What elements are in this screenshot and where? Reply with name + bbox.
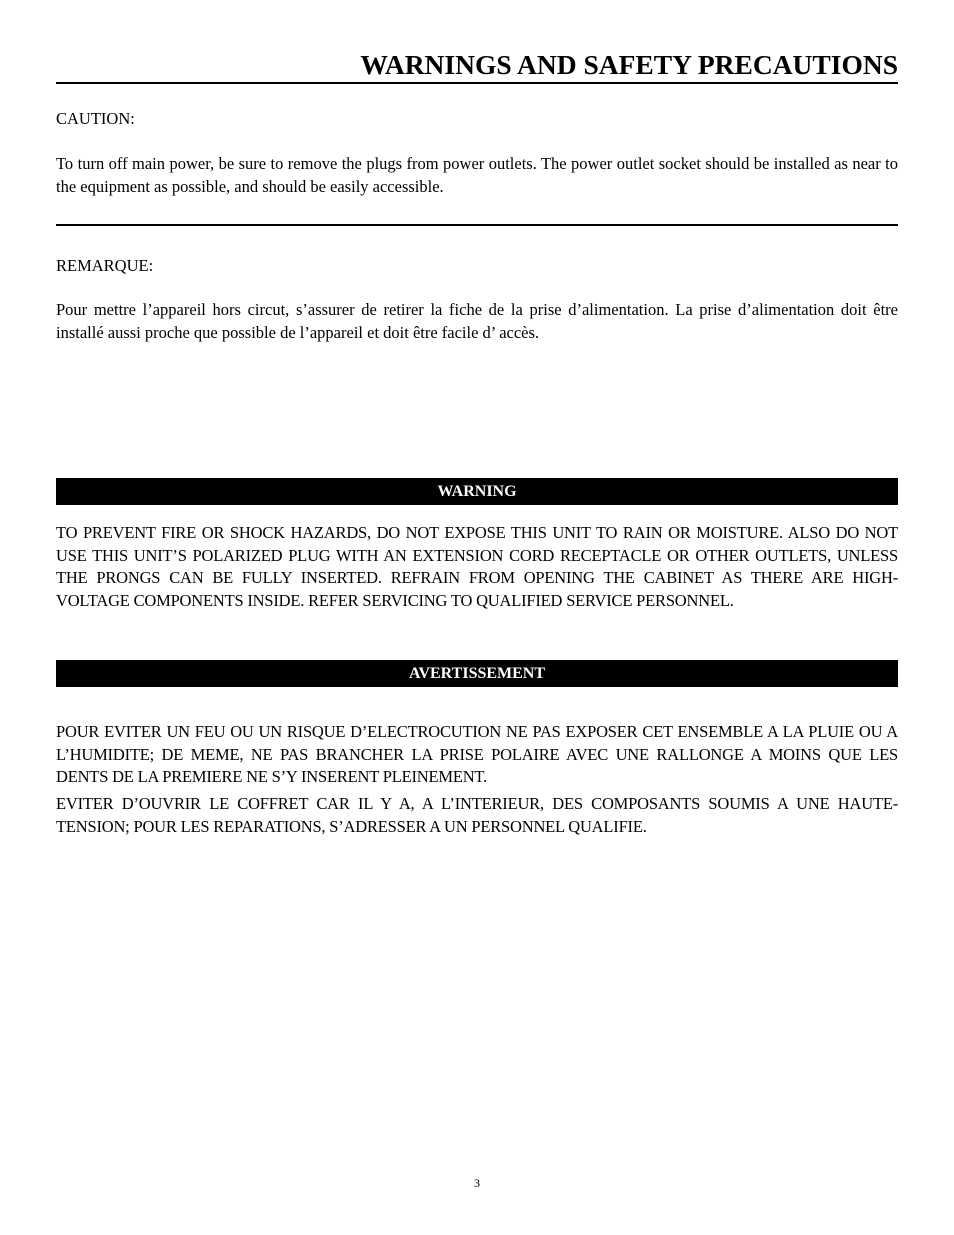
avertissement-paragraph-2: EVITER D’OUVRIR LE COFFRET CAR IL Y A, A L’INTERIEUR, DES COMPOSANTS SOUMIS A UNE HAUTE-TENSION; POUR LES REPARATIONS, S’ADRESSER A UN PERSONNEL QUALIFIE. [56, 794, 898, 836]
avertissement-heading: AVERTISSEMENT [56, 660, 898, 687]
caution-label: CAUTION: [56, 109, 135, 128]
page-number: 3 [474, 1176, 480, 1190]
remarque-label: REMARQUE: [56, 256, 154, 275]
warning-text: TO PREVENT FIRE OR SHOCK HAZARDS, DO NOT EXPOSE THIS UNIT TO RAIN OR MOISTURE. ALSO DO NOT USE THIS UNIT’S POLARIZED PLUG WITH AN EXTENSION CORD RECEPTACLE OR OTHER OUTLETS, UNLESS THE PRONGS CAN BE FULLY INSERTED. REFRAIN FROM OPENING THE CABINET AS THERE ARE HIGH-VOLTAGE COMPONENTS INSIDE. REFER SERVICING TO QUALIFIED SERVICE PERSONNEL. [56, 523, 898, 610]
section-divider [56, 224, 898, 226]
caution-text: To turn off main power, be sure to remove the plugs from power outlets. The power outlet socket should be installed as near to the equipment as possible, and should be easily accessible. [56, 154, 898, 196]
title-underline [56, 82, 898, 84]
page-title: WARNINGS AND SAFETY PRECAUTIONS [360, 49, 898, 80]
avertissement-paragraph-1: POUR EVITER UN FEU OU UN RISQUE D’ELECTROCUTION NE PAS EXPOSER CET ENSEMBLE A LA PLUIE OU A L’HUMIDITE; DE MEME, NE PAS BRANCHER LA PRISE POLAIRE AVEC UNE RALLONGE A MOINS QUE LES DENTS DE LA PREMIERE NE S’Y INSERENT PLEINEMENT. [56, 722, 898, 786]
warning-heading: WARNING [56, 478, 898, 505]
remarque-text: Pour mettre l’appareil hors circut, s’assurer de retirer la fiche de la prise d’alimentation. La prise d’alimentation doit être installé aussi proche que possible de l’appareil et doit être facile d’ accès. [56, 300, 898, 342]
